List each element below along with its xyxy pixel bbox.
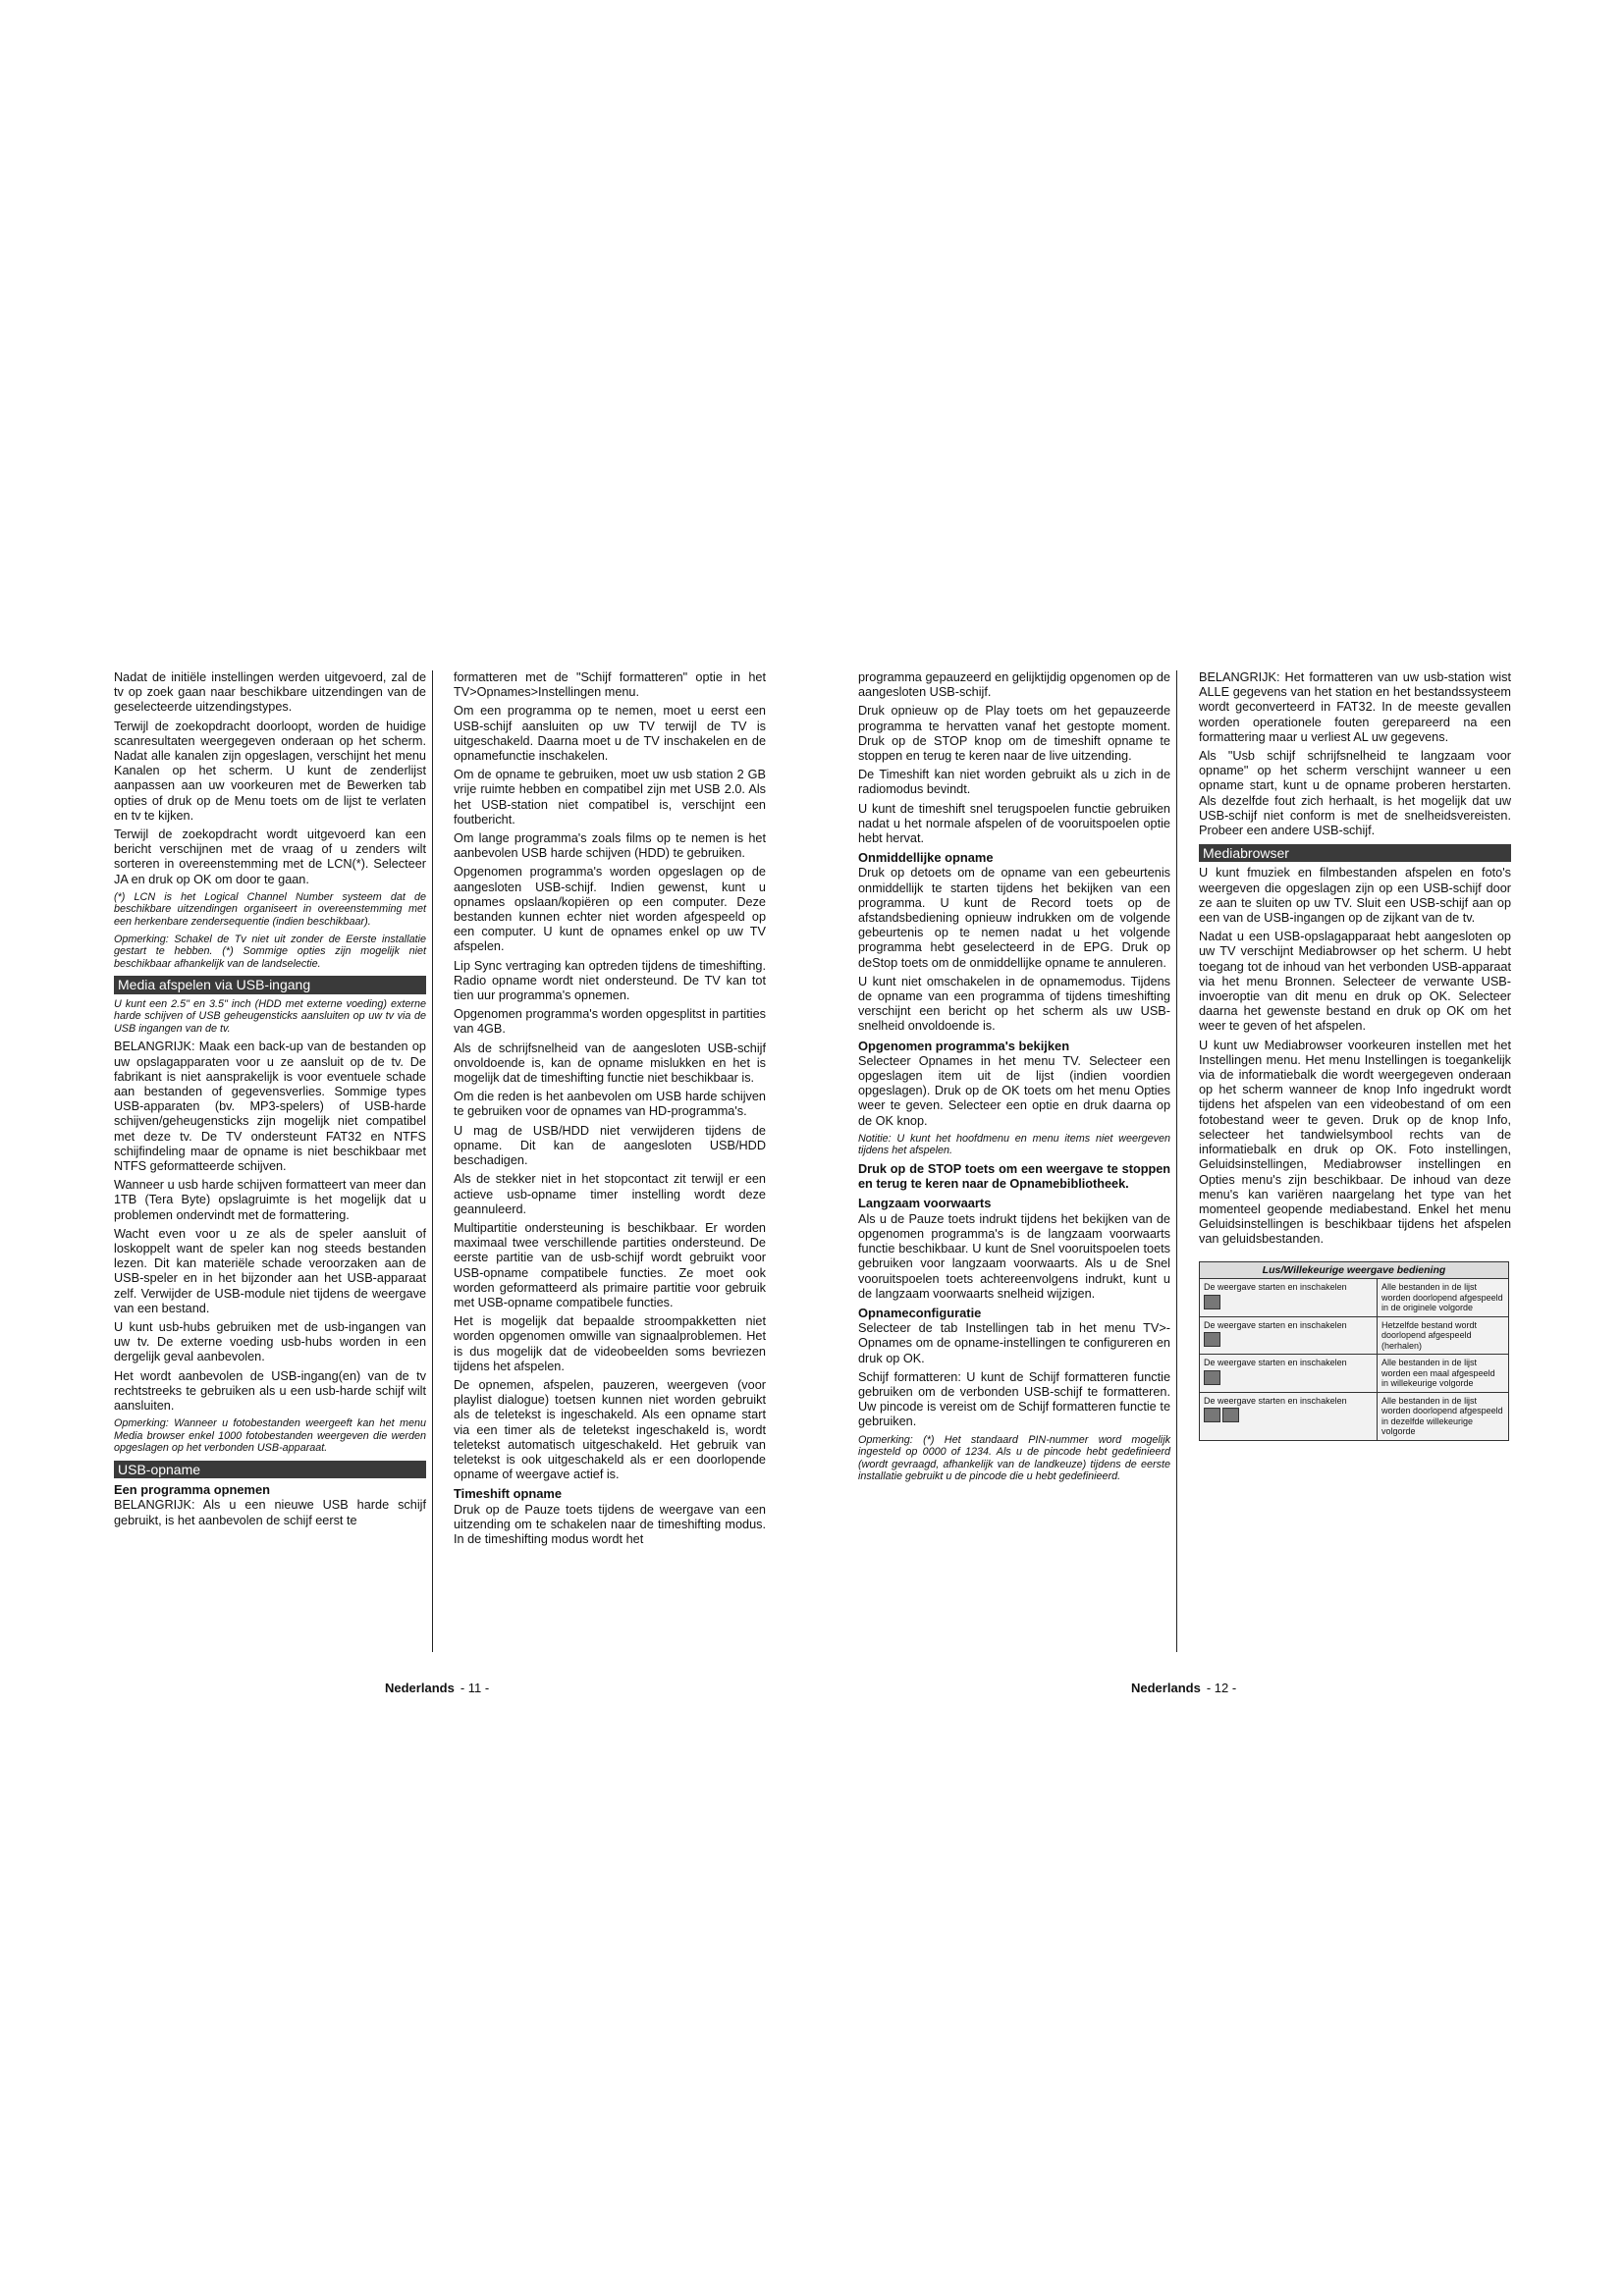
paragraph: Druk opnieuw op de Play toets om het gepauzeerde programma te hervatten vanaf het gestopte moment. Druk op de STOP knop om de timeshift opname te stoppen en terug te keren naar de live uitzending. [858,704,1170,764]
paragraph: Om lange programma's zoals films op te nemen is het aanbevolen USB harde schijven (HDD) te gebruiken. [454,831,766,861]
table-row [1200,1355,1509,1393]
paragraph: BELANGRIJK: Als u een nieuwe USB harde schijf gebruikt, is het aanbevolen de schijf eerst te [114,1498,426,1527]
paragraph: Terwijl de zoekopdracht doorloopt, worden de huidige scanresultaten weergegeven onderaan op het scherm. Nadat alle kanalen zijn opgeslagen, verschijnt het menu Kanalen op het scherm. U kunt de zenderlijst aanpassen aan uw voorkeuren met de Bewerken tab opties of druk op de Menu toets om de lijst te verlaten en tv te kijken. [114,719,426,823]
subheading: Langzaam voorwaarts [858,1196,992,1211]
table-cell-result: Alle bestanden in de lijst worden doorlopend afgespeeld in dezelfde willekeurige volgorde [1378,1392,1509,1440]
repeat-one-icon [1204,1332,1220,1347]
action-text: De weergave starten en inschakelen [1204,1282,1347,1293]
note: (*) LCN is het Logical Channel Number systeem dat de beschikbare uitzendingen organiseert in overeenstemming met een herkenbare zendersequentie (indien beschikbaar). [114,890,426,929]
table-row [1200,1279,1509,1317]
note: Opmerking: Schakel de Tv niet uit zonder de Eerste installatie gestart te hebben. (*) Sommige opties zijn mogelijk niet beschikbaar afhankelijk van de landselectie. [114,933,426,970]
shuffle-icon [1204,1370,1220,1385]
table-row [1200,1392,1509,1440]
note: Opmerking: (*) Het standaard PIN-nummer word mogelijk ingesteld op 0000 of 1234. Als u de pincode hebt gedefinieerd (wordt gevraagd, afhankelijk van de landkeuze) tijdens de eerste installatie gebruikt u de pincode die u hebt gedefinieerd. [858,1433,1170,1483]
paragraph: Als de schrijfsnelheid van de aangesloten USB-schijf onvoldoende is, kan de opname mislukken en het is mogelijk dat de timeshifting functie niet beschikbaar is. [454,1041,766,1086]
paragraph: Nadat de initiële instellingen werden uitgevoerd, zal de tv op zoek gaan naar beschikbare uitzendingen van de geselecteerde uitzendingstypes. [114,670,426,715]
subheading: Opnameconfiguratie [858,1305,982,1320]
paragraph: programma gepauzeerd en gelijktijdig opgenomen op de aangesloten USB-schijf. [858,670,1170,700]
table-row [1200,1316,1509,1355]
action-text: De weergave starten en inschakelen [1204,1319,1347,1330]
page-footer-left [385,1681,489,1695]
paragraph: Om een programma op te nemen, moet u eerst een USB-schijf aansluiten op uw TV terwijl de TV is uitgeschakeld. Daarna moet u de TV inschakelen en de opnamefunctie inschakelen. [454,704,766,764]
paragraph: Lip Sync vertraging kan optreden tijdens de timeshifting. Radio opname wordt niet ondersteund. De TV kan tot tien uur programma's opnemen. [454,958,766,1003]
table-cell-action [1200,1355,1378,1393]
loop-icon [1204,1295,1220,1309]
table-cell-result: Alle bestanden in de lijst worden een maal afgespeeld in willekeurige volgorde [1378,1355,1509,1393]
table-title: Lus/Willekeurige weergave bediening [1200,1261,1509,1279]
table-cell-result: Alle bestanden in de lijst worden doorlopend afgespeeld in de originele volgorde [1378,1279,1509,1317]
subheading: Onmiddellijke opname [858,850,994,866]
paragraph: BELANGRIJK: Maak een back-up van de bestanden op uw opslagapparaten voor u ze aansluit op de tv. De fabrikant is niet aansprakelijk is voor eventuele schade aan bestanden of gegevensverlies. Sommige types USB-apparaten (bv. MP3-spelers) of USB-harde schijven/geheugensticks zijn mogelijk niet compatibel met deze tv. De TV ondersteunt FAT32 en NTFS schijfindeling maar de opname is niet beschikbaar met NTFS geformatteerde schijven. [114,1040,426,1174]
section-heading-mediabrowser: Mediabrowser [1199,844,1511,862]
paragraph: Als de stekker niet in het stopcontact zit terwijl er een actieve usb-opname timer instelling wordt deze geannuleerd. [454,1172,766,1216]
paragraph: Wanneer u usb harde schijven formatteert van meer dan 1TB (Tera Byte) opslagruimte is het mogelijk dat u problemen ondervindt met de formattering. [114,1178,426,1222]
paragraph: U kunt usb-hubs gebruiken met de usb-ingangen van uw tv. De externe voeding usb-hubs worden in een dergelijk geval aanbevolen. [114,1320,426,1364]
paragraph: formatteren met de "Schijf formatteren" optie in het TV>Opnames>Instellingen menu. [454,670,766,700]
table-cell-action [1200,1279,1378,1317]
table-cell-action [1200,1316,1378,1355]
paragraph: Als u de Pauze toets indrukt tijdens het bekijken van de opgenomen programma's is de langzaam voorwaarts functie beschikbaar. U kunt de Snel vooruitspoelen toets gebruiken voor langzaam voorwaarts. Als u de Snel vooruitspoelen toets achtereenvolgens indrukt, kunt u de langzaam voorwaarts snelheid wijzigen. [858,1211,1170,1301]
paragraph: U kunt niet omschakelen in de opnamemodus. Tijdens de opname van een programma of tijdens timeshifting verschijnt een bericht op het scherm als uw USB-snelheid onvoldoende is. [858,974,1170,1034]
column-1 [114,670,433,1652]
paragraph: Om die reden is het aanbevolen om USB harde schijven te gebruiken voor de opnames van HD-programma's. [454,1090,766,1119]
column-2 [454,670,766,1551]
page-footer-right [1131,1681,1236,1695]
paragraph: Het wordt aanbevolen de USB-ingang(en) van de tv rechtstreeks te gebruiken als u een usb-harde schijf wilt aansluiten. [114,1368,426,1414]
paragraph: Opgenomen programma's worden opgeslagen op de aangesloten USB-schijf. Indien gewenst, kunt u opnames opslaan/kopiëren op een computer. Deze bestanden kunnen echter niet worden afgespeeld op een computer. U kunt de opnames enkel op uw TV afspelen. [454,865,766,954]
action-text: De weergave starten en inschakelen [1204,1358,1347,1368]
section-heading-usb-recording: USB-opname [114,1461,426,1478]
paragraph: Wacht even voor u ze als de speler aansluit of loskoppelt want de speler kan nog steeds bestanden lezen. Dit kan materiële schade veroorzaken aan de USB-speler en in het bijzonder aan het USB-apparaat zelf. Verwijder de USB-module niet tijdens de weergave van een bestand. [114,1226,426,1315]
paragraph: Selecteer de tab Instellingen tab in het menu TV>-Opnames om de opname-instellingen te configureren en druk op OK. [858,1321,1170,1365]
subheading: Timeshift opname [454,1486,563,1502]
section-heading-media-usb: Media afspelen via USB-ingang [114,976,426,993]
paragraph: U kunt uw Mediabrowser voorkeuren instellen met het Instellingen menu. Het menu Instellingen is toegankelijk via de informatiebalk die wordt weergegeven onderaan op het scherm wanneer de knop Info ingedrukt wordt tijdens het afspelen van een videobestand of om een fotobestand weer te geven. Druk op de knop Info, selecteer het tandwielsymbool rechts van de informatiebalk en druk op OK. Foto instellingen, Geluidsinstellingen, Mediabrowser instellingen en Opties menu's zijn beschikbaar. De inhoud van deze menu's kan variëren naargelang het type van het momenteel geopende mediabestand. Enkel het menu Geluidsinstellingen is beschikbaar tijdens het afspelen van geluidsbestanden. [1199,1038,1511,1247]
page-number: - 12 - [1206,1681,1237,1695]
loop-icon [1204,1408,1220,1422]
loop-shuffle-table [1199,1261,1509,1441]
paragraph: Schijf formatteren: U kunt de Schijf formatteren functie gebruiken om de verbonden USB-schijf te formatteren. Uw pincode is vereist om de Schijf formatteren functie te gebruiken. [858,1369,1170,1429]
paragraph: Multipartitie ondersteuning is beschikbaar. Er worden maximaal twee verschillende partities ondersteund. De eerste partitie van de usb-schijf wordt gebruikt voor USB-opname compatibele functies. Ze moet ook worden geformatteerd als primaire partitie voor gebruik met USB-opname compatibele functies. [454,1220,766,1309]
footer-language: Nederlands [1131,1681,1201,1695]
paragraph: Het is mogelijk dat bepaalde stroompakketten niet worden opgenomen omwille van signaalproblemen. Het is dus mogelijk dat de videobeelden soms bevriezen tijdens het afspelen. [454,1314,766,1373]
paragraph: Nadat u een USB-opslagapparaat hebt aangesloten op uw TV verschijnt Mediabrowser op het scherm. U hebt toegang tot de inhoud van het verbonden USB-apparaat via het menu Bronnen. Selecteer de verwante USB-invoeroptie van dit menu en druk op OK. Selecteer daarna het gewenste bestand en druk op OK om het weer te geven of het afspelen. [1199,930,1511,1034]
paragraph: Terwijl de zoekopdracht wordt uitgevoerd kan een bericht verschijnen met de vraag of u zenders wilt sorteren in overeenstemming met de LCN(*). Selecteer JA en druk op OK om door te gaan. [114,828,426,886]
subheading: Opgenomen programma's bekijken [858,1038,1070,1053]
note: Opmerking: Wanneer u fotobestanden weergeeft kan het menu Media browser enkel 1000 fotobestanden weergeven die werden opgeslagen op het verbonden USB-apparaat. [114,1417,426,1455]
action-text: De weergave starten en inschakelen [1204,1395,1347,1406]
page-number: - 11 - [460,1681,490,1695]
column-3 [858,670,1177,1652]
paragraph: U kunt de timeshift snel terugspoelen functie gebruiken nadat u het normale afspelen of de vooruitspoelen optie hebt hervat. [858,801,1170,846]
note: Notitie: U kunt het hoofdmenu en menu items niet weergeven tijdens het afspelen. [858,1132,1170,1157]
paragraph: BELANGRIJK: Het formatteren van uw usb-station wist ALLE gegevens van het station en het bestandssysteem wordt geconverteerd in FAT32. In de meeste gevallen worden operationele fouten gerepareerd na een formattering maar u verliest AL uw gegevens. [1199,670,1511,744]
paragraph: Druk op detoets om de opname van een gebeurtenis onmiddellijk te starten tijdens het bekijken van een programma. U kunt de Record toets op de afstandsbediening opnieuw indrukken om de volgende gebeurtenis op te nemen nadat u het volgende programma hebt geselecteerd in de EPG. Druk op deStop toets om de onmiddellijke opname te annuleren. [858,866,1170,970]
paragraph: U kunt fmuziek en filmbestanden afspelen en foto's weergeven die opgeslagen zijn op een USB-schijf door ze aan te sluiten op uw TV. Sluit een USB-schijf aan op een van de USB-ingangen op de zijkant van de tv. [1199,866,1511,926]
paragraph: De Timeshift kan niet worden gebruikt als u zich in de radiomodus bevindt. [858,768,1170,797]
paragraph: U mag de USB/HDD niet verwijderen tijdens de opname. Dit kan de aangesloten USB/HDD beschadigen. [454,1123,766,1168]
paragraph: Opgenomen programma's worden opgesplitst in partities van 4GB. [454,1007,766,1037]
note: U kunt een 2.5" en 3.5" inch (HDD met externe voeding) externe harde schijven of USB geheugensticks aansluiten op uw tv via de USB ingangen van de tv. [114,997,426,1035]
paragraph: Als "Usb schijf schrijfsnelheid te langzaam voor opname" op het scherm verschijnt wanneer u een opname start, kunt u de opname proberen herstarten. Als dezelfde fout zich herhaalt, is het mogelijk dat uw USB-schijf niet conform is met de snelheidsvereisten. Probeer een andere USB-schijf. [1199,749,1511,838]
subheading: Een programma opnemen [114,1482,271,1498]
paragraph: Druk op de STOP toets om een weergave te stoppen en terug te keren naar de Opnamebibliotheek. [858,1162,1170,1192]
paragraph: Om de opname te gebruiken, moet uw usb station 2 GB vrije ruimte hebben en compatibel zijn met USB 2.0. Als het USB-station niet compatibel is, verschijnt een foutbericht. [454,768,766,827]
paragraph: De opnemen, afspelen, pauzeren, weergeven (voor playlist dialogue) toetsen kunnen niet worden gebruikt als de teletekst is ingeschakeld. Als een opname start via een timer als de teletekst ingeschakeld is, wordt teletekst automatisch uitgeschakeld. Het gebruik van teletekst is ook uitgeschakeld als er een doorlopende opname of weergave actief is. [454,1377,766,1482]
shuffle-icon [1222,1408,1239,1422]
column-4 [1199,670,1511,1441]
table-cell-action [1200,1392,1378,1440]
paragraph: Selecteer Opnames in het menu TV. Selecteer een opgeslagen item uit de lijst (indien voordien opgeslagen). Druk op de OK toets om het menu Opties weer te geven. Selecteer een optie en druk daarna op de OK knop. [858,1053,1170,1128]
table-cell-result: Hetzelfde bestand wordt doorlopend afgespeeld (herhalen) [1378,1316,1509,1355]
paragraph: Druk op de Pauze toets tijdens de weergave van een uitzending om te schakelen naar de timeshifting modus. In de timeshifting modus wordt het [454,1502,766,1546]
footer-language: Nederlands [385,1681,455,1695]
